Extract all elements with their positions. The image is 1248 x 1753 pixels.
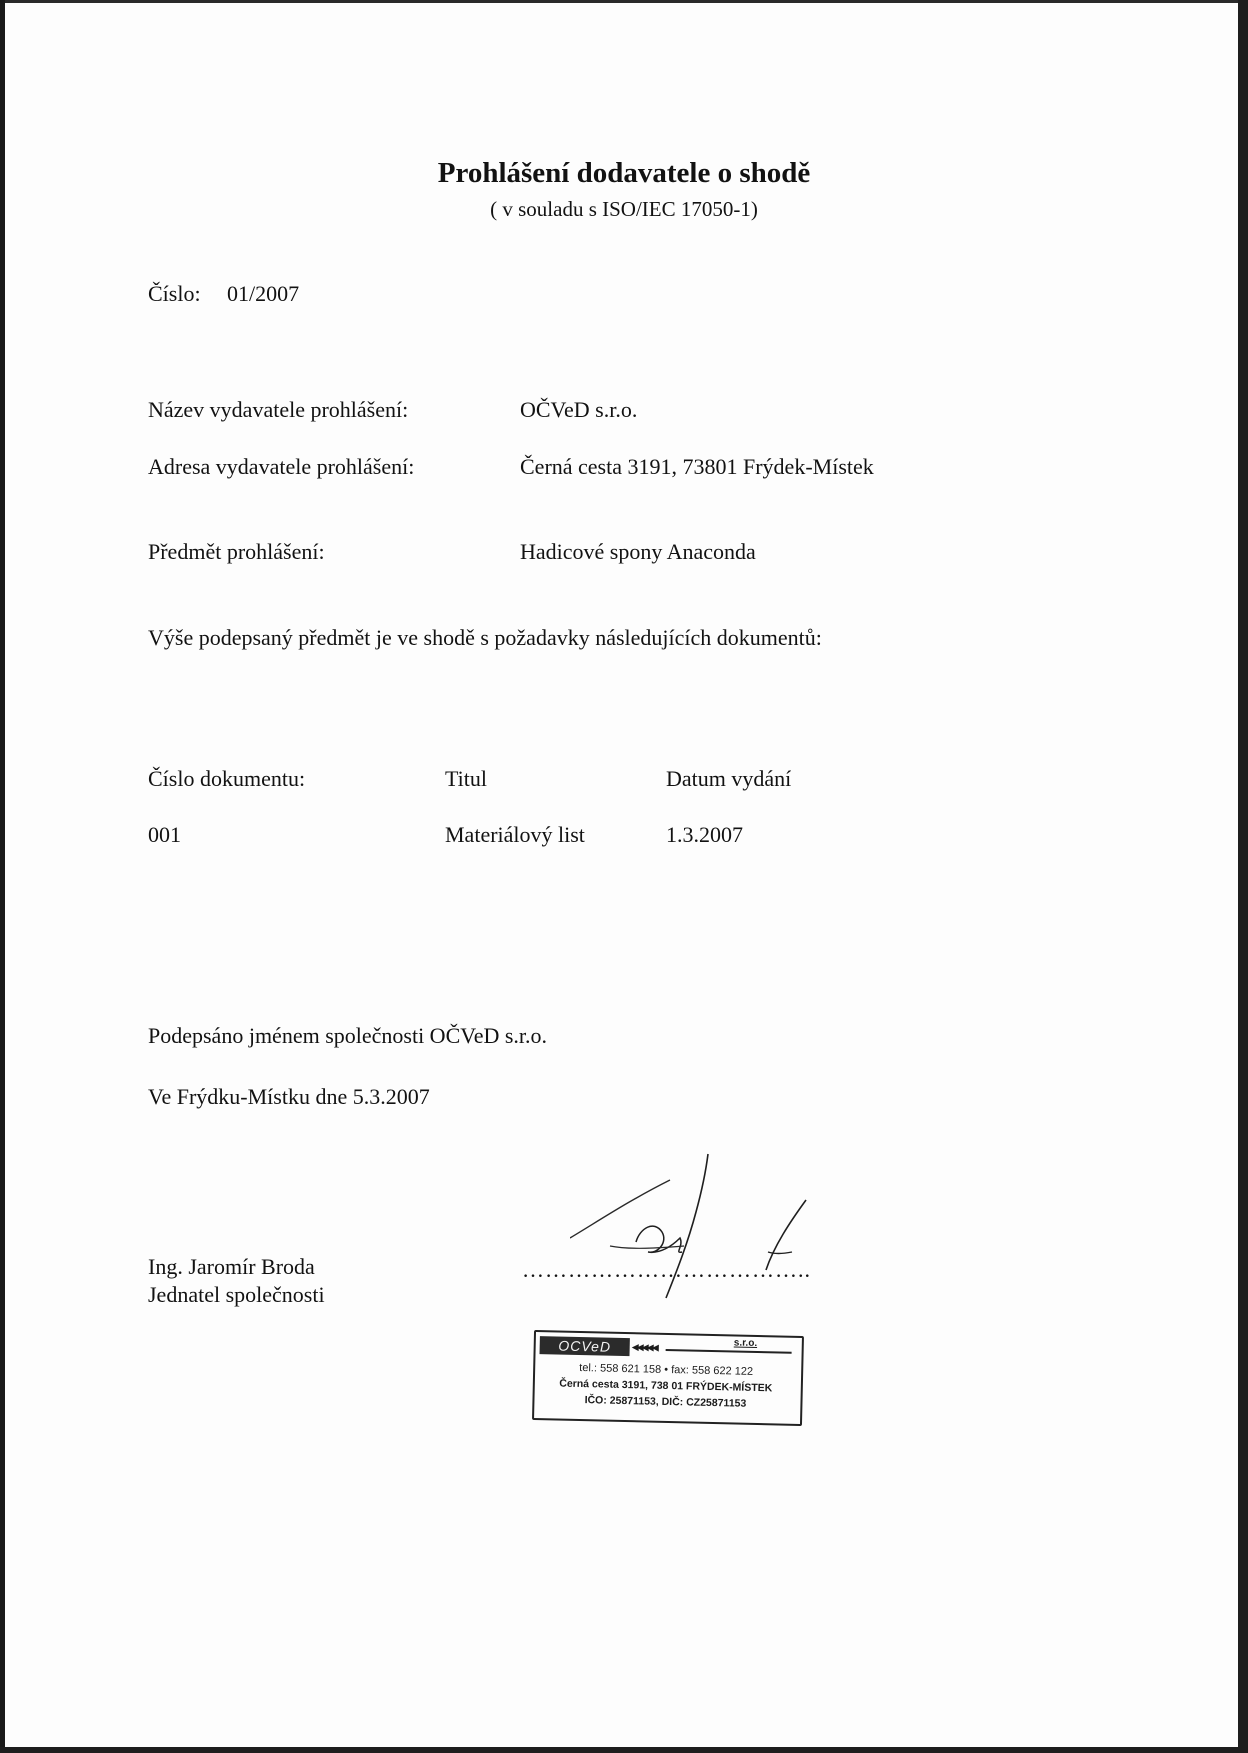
signature-line: ……………………………….. — [522, 1257, 811, 1282]
company-stamp — [532, 1330, 804, 1426]
number-value: 01/2007 — [227, 281, 300, 306]
issuer-name-label: Název vydavatele prohlášení: — [148, 397, 409, 422]
signed-on-behalf: Podepsáno jménem společnosti OČVeD s.r.o. — [148, 1023, 548, 1048]
table-cell-title: Materiálový list — [445, 822, 585, 847]
number-label: Číslo: — [148, 281, 201, 306]
subject-label: Předmět prohlášení: — [148, 539, 325, 564]
stamp-contact: tel.: 558 621 158 • fax: 558 622 122 — [579, 1361, 754, 1378]
conformity-statement: Výše podepsaný předmět je ve shodě s požadavky následujících dokumentů: — [148, 625, 822, 650]
table-cell-date: 1.3.2007 — [666, 822, 743, 847]
table-header-date: Datum vydání — [666, 766, 792, 791]
subject-value: Hadicové spony Anaconda — [520, 539, 756, 564]
issuer-address-value: Černá cesta 3191, 73801 Frýdek-Místek — [520, 454, 874, 479]
issuer-name-value: OČVeD s.r.o. — [520, 397, 638, 422]
scan-edge-left — [0, 0, 5, 1753]
scan-edge-bottom — [0, 1747, 1248, 1753]
stamp-ids: IČO: 25871153, DIČ: CZ25871153 — [584, 1394, 747, 1410]
stamp-address: Černá cesta 3191, 738 01 FRÝDEK-MÍSTEK — [559, 1377, 773, 1395]
scan-edge-top — [0, 0, 1248, 3]
table-header-title: Titul — [445, 766, 488, 791]
issuer-address-label: Adresa vydavatele prohlášení: — [148, 454, 415, 479]
stamp-legal-form: s.r.o. — [733, 1337, 758, 1350]
document-subtitle: ( v souladu s ISO/IEC 17050-1) — [490, 197, 758, 221]
place-and-date: Ve Frýdku-Místku dne 5.3.2007 — [148, 1084, 430, 1109]
handwritten-signature — [570, 1150, 830, 1300]
signatory-name: Ing. Jaromír Broda — [148, 1254, 315, 1279]
table-header-number: Číslo dokumentu: — [148, 766, 306, 791]
scan-edge-right — [1238, 0, 1248, 1753]
stamp-logo: OCVeD — [540, 1336, 630, 1356]
stamp-arrows-icon: ◂◂◂◂◂ — [631, 1338, 658, 1355]
document-title: Prohlášení dodavatele o shodě — [437, 157, 811, 189]
table-cell-number: 001 — [148, 822, 181, 847]
signatory-role: Jednatel společnosti — [148, 1282, 325, 1307]
